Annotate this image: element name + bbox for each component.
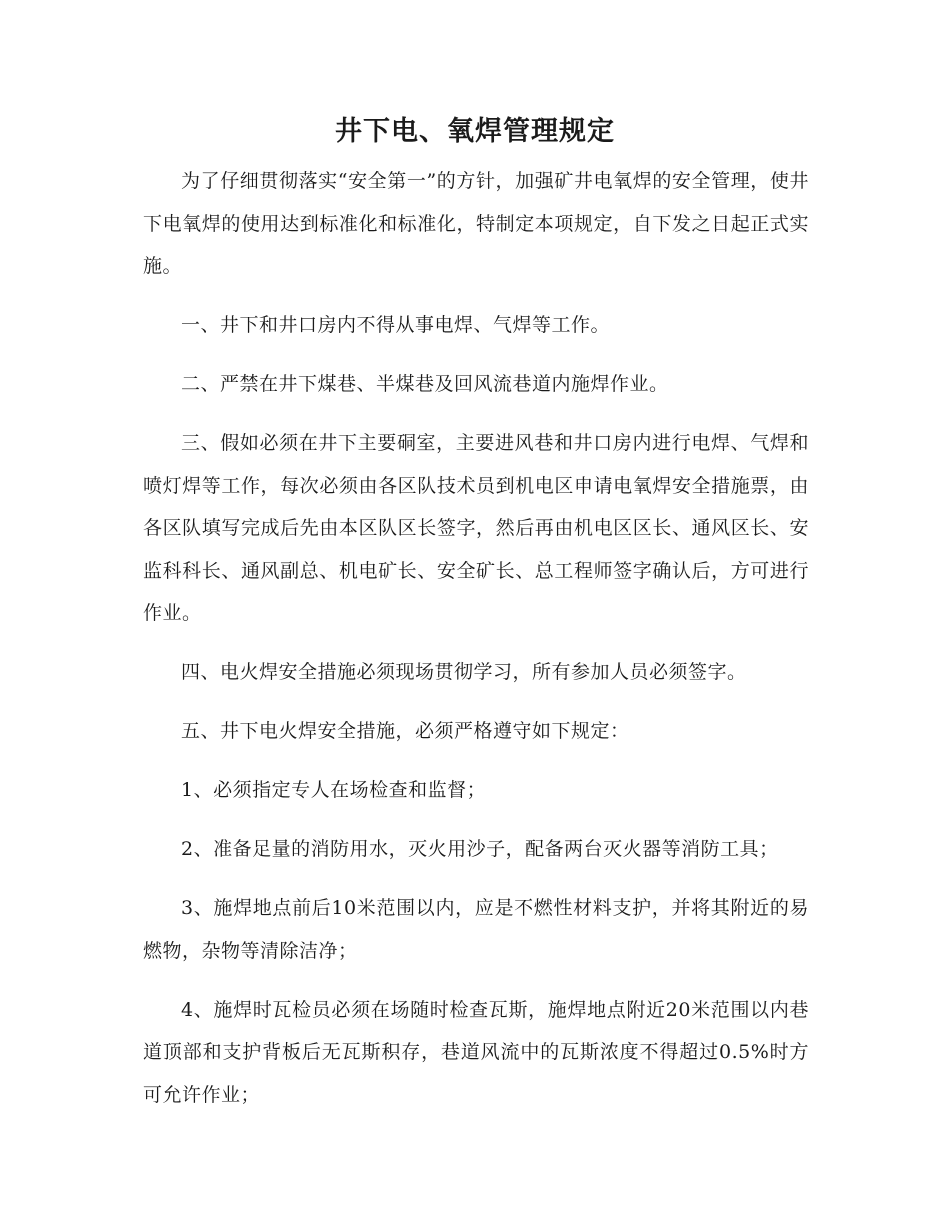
document-title: 井下电、氧焊管理规定 [335, 116, 615, 147]
paragraph-item-3: 三、假如必须在井下主要硐室，主要进风巷和井口房内进行电焊、气焊和喷灯焊等工作，每次必须由各区队技术员到机电区申请电氧焊安全措施票，由各区队填写完成后先由本区队区长签字，然后再由机电区区长、通风区长、安监科科长、通风副总、机电矿长、安全矿长、总工程师签字确认后，方可进行作业。 [143, 432, 809, 624]
paragraph-item-1: 一、井下和井口房内不得从事电焊、气焊等工作。 [181, 314, 611, 336]
paragraph-item-5: 五、井下电火焊安全措施，必须严格遵守如下规定： [181, 720, 630, 742]
paragraph-subitem-1: 1、必须指定专人在场检查和监督； [181, 779, 487, 801]
paragraph-item-2: 二、严禁在井下煤巷、半煤巷及回风流巷道内施焊作业。 [181, 373, 669, 395]
paragraph-intro: 为了仔细贯彻落实“安全第一”的方针，加强矿井电氧焊的安全管理，使井下电氧焊的使用达到标准化和标准化，特制定本项规定，自下发之日起正式实施。 [143, 170, 809, 277]
paragraph-item-4: 四、电火焊安全措施必须现场贯彻学习，所有参加人员必须签字。 [181, 661, 747, 683]
paragraph-subitem-3: 3、施焊地点前后10米范围以内，应是不燃性材料支护，并将其附近的易燃物，杂物等清除洁净； [143, 897, 809, 962]
paragraph-subitem-2: 2、准备足量的消防用水，灭火用沙子，配备两台灭火器等消防工具； [181, 838, 779, 860]
paragraph-subitem-4: 4、施焊时瓦检员必须在场随时检查瓦斯，施焊地点附近20米范围以内巷道顶部和支护背板后无瓦斯积存，巷道风流中的瓦斯浓度不得超过0.5%时方可允许作业； [143, 998, 809, 1106]
document-body [143, 160, 809, 1133]
